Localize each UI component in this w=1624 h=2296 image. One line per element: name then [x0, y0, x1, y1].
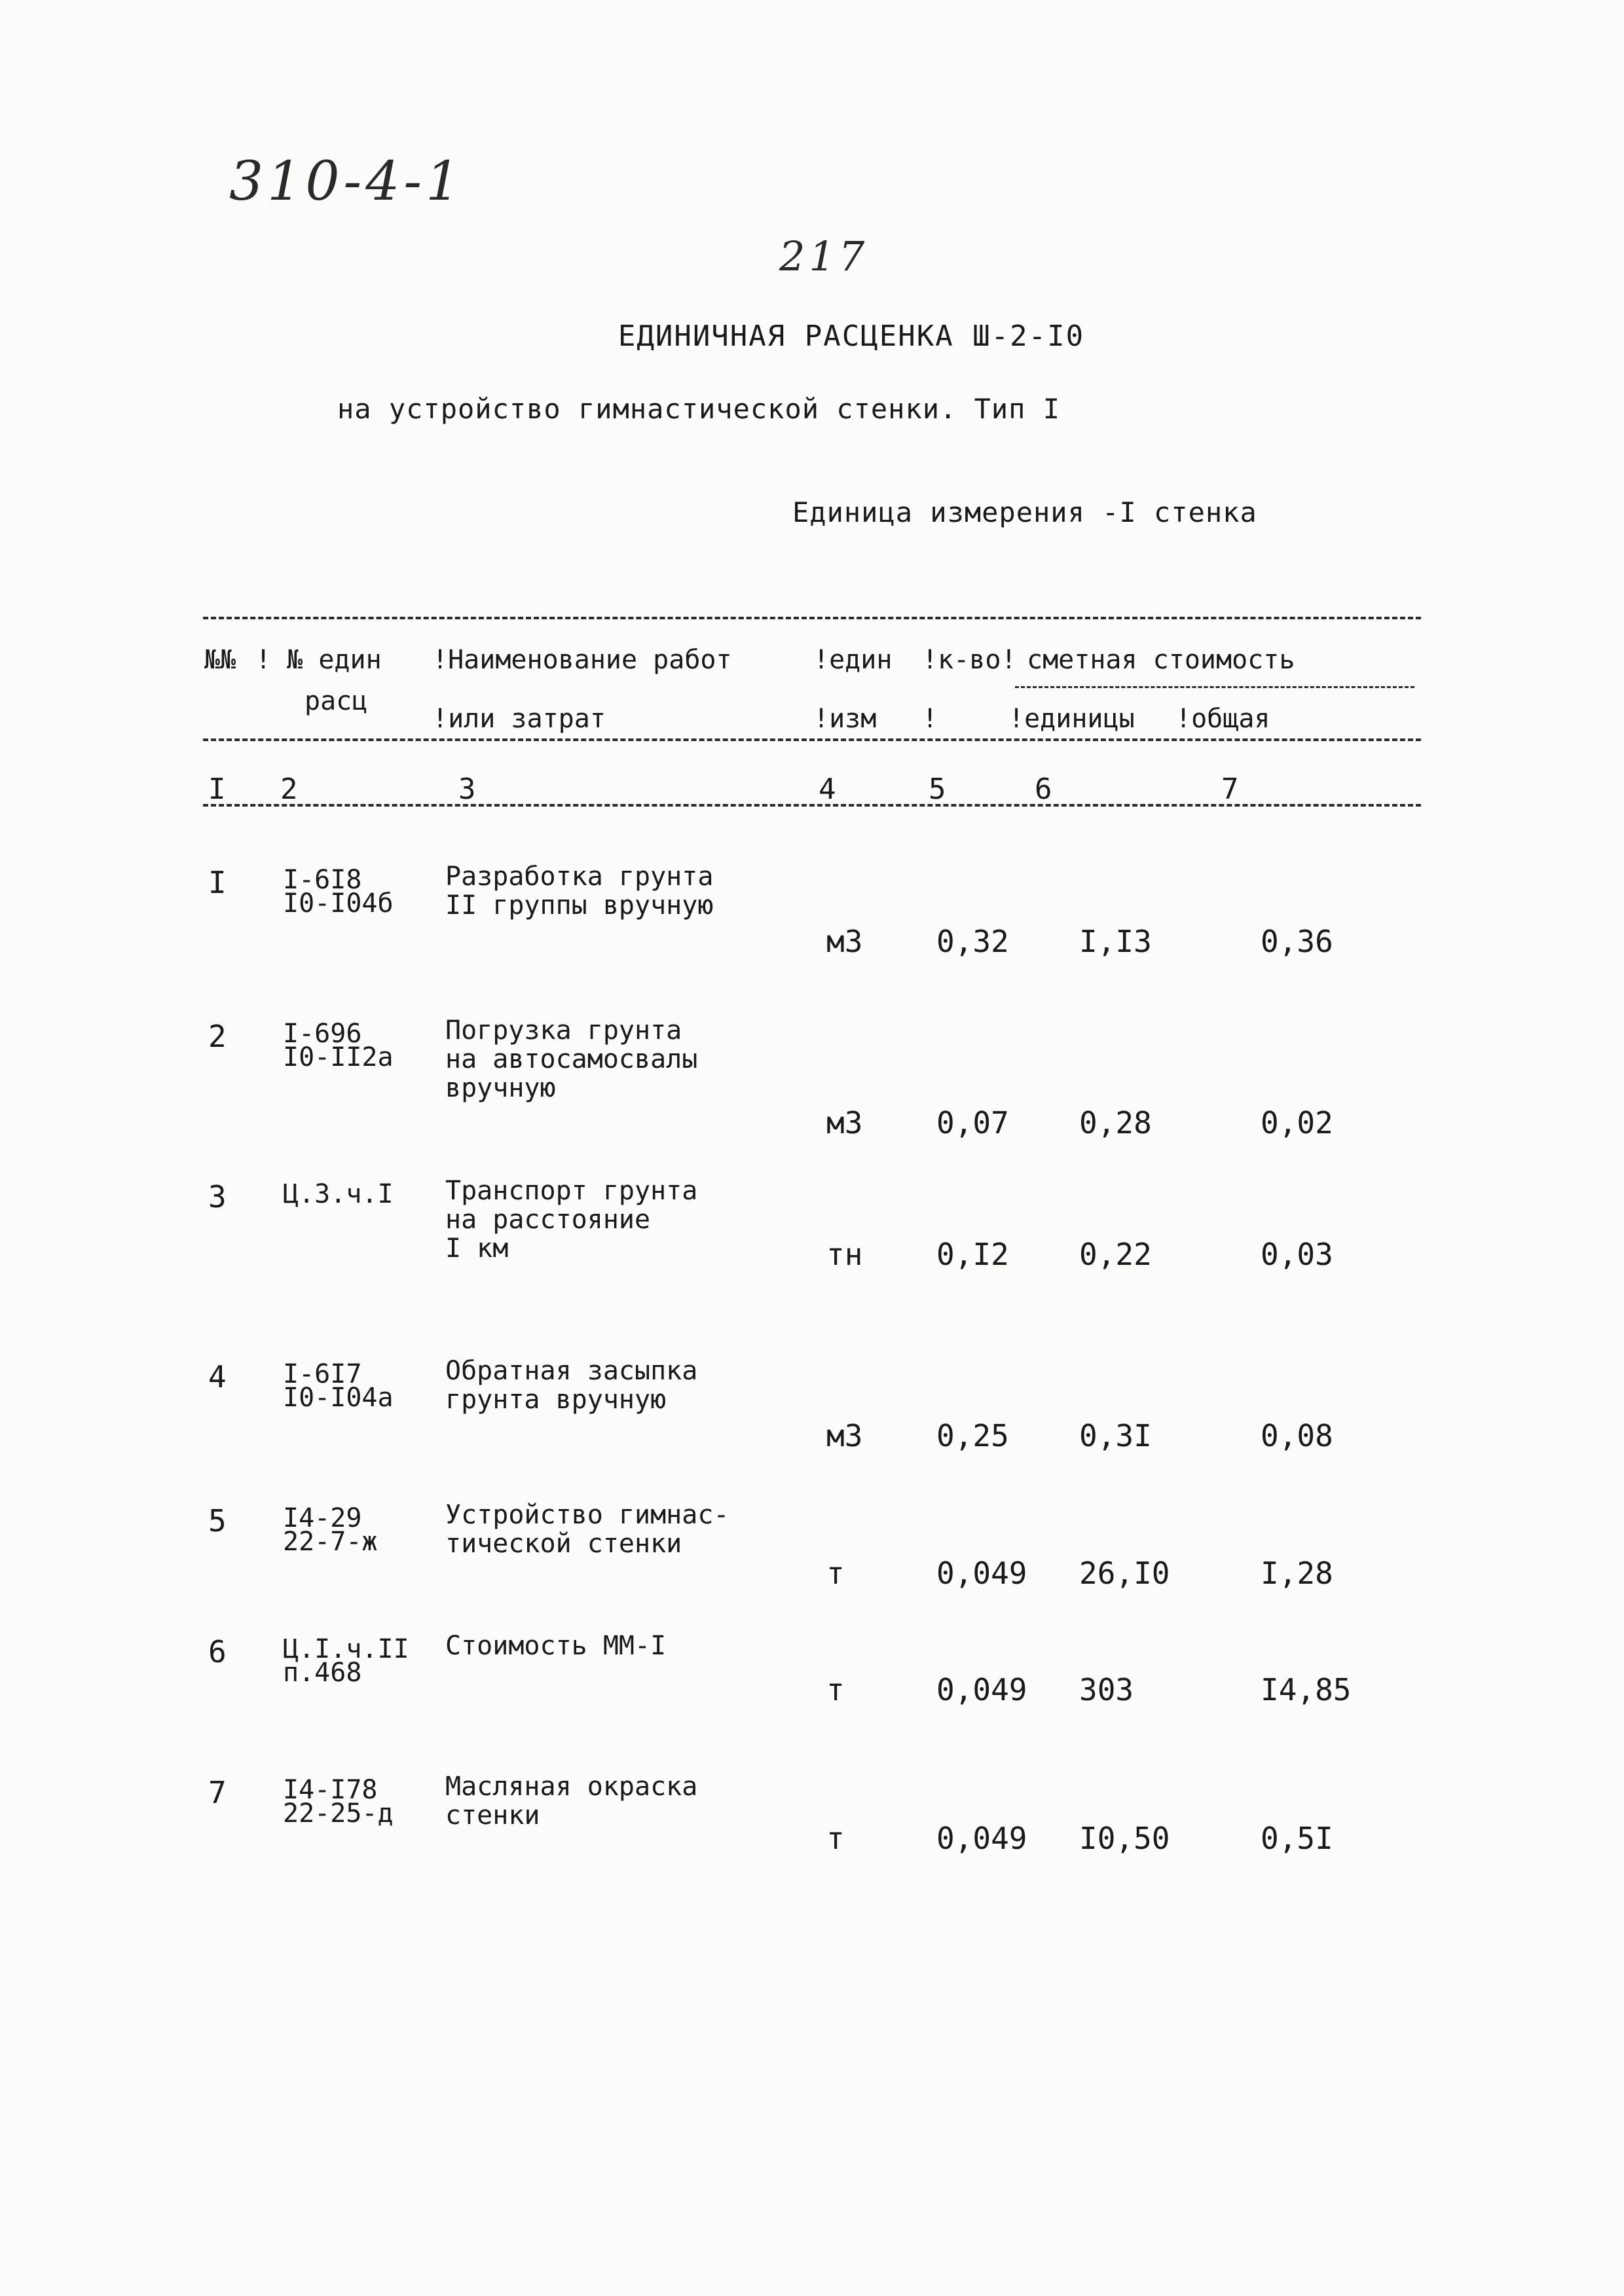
- header-qty-line1: !к-во!: [922, 645, 1017, 675]
- work-name-line: Разработка грунта: [445, 862, 714, 892]
- header-unit-line2: !изм: [813, 704, 877, 734]
- work-name-line: II группы вручную: [445, 890, 714, 920]
- unit-cell: т: [826, 1556, 845, 1591]
- row-number: 3: [208, 1179, 227, 1214]
- rate-code-secondary: I0-I04а: [283, 1383, 394, 1413]
- header-name-line1: !Наименование работ: [432, 645, 732, 675]
- header-code-line1: ! № един: [255, 645, 382, 675]
- quantity-cell: 0,049: [936, 1672, 1027, 1707]
- rate-code-secondary: I0-I04б: [283, 888, 394, 919]
- total-cost-cell: 0,02: [1261, 1105, 1333, 1140]
- work-name-line: Масляная окраска: [445, 1772, 698, 1802]
- header-code-line2: расц: [304, 686, 368, 716]
- total-cost-cell: 0,08: [1261, 1418, 1333, 1453]
- rate-code-secondary: 22-7-ж: [283, 1527, 378, 1557]
- document-subtitle: на устройство гимнастической стенки. Тип I: [337, 393, 1061, 425]
- unit-cost-cell: I0,50: [1079, 1821, 1170, 1856]
- work-name-line: на расстояние: [445, 1205, 651, 1235]
- work-name-line: Устройство гимнас-: [445, 1500, 729, 1530]
- rate-code-secondary: п.468: [283, 1658, 362, 1688]
- column-number: 7: [1221, 773, 1239, 806]
- handwritten-document-code: 310-4-1: [229, 151, 464, 213]
- rate-code: Ц.3.ч.I: [283, 1179, 394, 1209]
- unit-cost-cell: 303: [1079, 1672, 1134, 1707]
- header-unit-cost: !единицы: [1008, 704, 1135, 734]
- unit-cell: м3: [826, 1418, 863, 1453]
- header-name-line2: !или затрат: [432, 704, 606, 734]
- work-name-line: Погрузка грунта: [445, 1015, 682, 1046]
- header-bottom-rule: [203, 738, 1421, 741]
- quantity-cell: 0,25: [936, 1418, 1009, 1453]
- row-number: 4: [208, 1359, 227, 1394]
- row-number: 5: [208, 1503, 227, 1539]
- unit-cost-cell: 26,I0: [1079, 1556, 1170, 1591]
- work-name-line: грунта вручную: [445, 1385, 667, 1415]
- rate-code: Ц.I.ч.II: [283, 1634, 409, 1664]
- column-number: 2: [280, 773, 298, 806]
- rate-code: I-6I8: [283, 865, 362, 895]
- row-number: 2: [208, 1019, 227, 1054]
- row-number: I: [208, 865, 227, 900]
- work-name-line: тической стенки: [445, 1529, 682, 1559]
- column-number: I: [208, 773, 226, 806]
- unit-cost-cell: 0,3I: [1079, 1418, 1152, 1453]
- row-number: 6: [208, 1634, 227, 1669]
- total-cost-cell: 0,5I: [1261, 1821, 1333, 1856]
- unit-of-measure: Единица измерения -I стенка: [792, 496, 1257, 528]
- work-name-line: вручную: [445, 1073, 556, 1103]
- rate-code: I-696: [283, 1019, 362, 1049]
- unit-cost-cell: 0,22: [1079, 1237, 1152, 1272]
- rate-code-secondary: I0-II2а: [283, 1042, 394, 1072]
- rate-code-secondary: 22-25-д: [283, 1798, 394, 1829]
- header-row-number: №№: [204, 645, 236, 675]
- quantity-cell: 0,32: [936, 924, 1009, 959]
- header-estimated-cost: сметная стоимость: [1027, 645, 1295, 675]
- rate-code: I4-I78: [283, 1775, 378, 1805]
- unit-cell: м3: [826, 1105, 863, 1140]
- total-cost-cell: 0,36: [1261, 924, 1333, 959]
- work-name-line: Обратная засыпка: [445, 1356, 698, 1386]
- column-number: 3: [458, 773, 476, 806]
- work-name-line: Стоимость ММ-I: [445, 1631, 667, 1661]
- work-name-line: на автосамосвалы: [445, 1044, 698, 1074]
- total-cost-cell: I,28: [1261, 1556, 1333, 1591]
- work-name-line: I км: [445, 1233, 509, 1264]
- unit-cell: м3: [826, 924, 863, 959]
- handwritten-page-number: 217: [779, 232, 869, 280]
- document-title: ЕДИНИЧНАЯ РАСЦЕНКА Ш-2-I0: [618, 319, 1085, 353]
- total-cost-cell: 0,03: [1261, 1237, 1333, 1272]
- unit-cost-cell: 0,28: [1079, 1105, 1152, 1140]
- quantity-cell: 0,049: [936, 1821, 1027, 1856]
- unit-cost-cell: I,I3: [1079, 924, 1152, 959]
- table-top-rule: [203, 617, 1421, 619]
- header-qty-line2: !: [922, 704, 938, 734]
- quantity-cell: 0,049: [936, 1556, 1027, 1591]
- unit-cell: т: [826, 1672, 845, 1707]
- unit-cell: тн: [826, 1237, 863, 1272]
- header-sub-rule: [1015, 686, 1414, 688]
- total-cost-cell: I4,85: [1261, 1672, 1352, 1707]
- column-number: 4: [819, 773, 836, 806]
- row-number: 7: [208, 1775, 227, 1810]
- rate-code: I4-29: [283, 1503, 362, 1533]
- column-number: 6: [1035, 773, 1052, 806]
- work-name-line: стенки: [445, 1800, 540, 1831]
- rate-code: I-6I7: [283, 1359, 362, 1389]
- quantity-cell: 0,07: [936, 1105, 1009, 1140]
- header-unit-line1: !един: [813, 645, 893, 675]
- column-number: 5: [929, 773, 946, 806]
- unit-cell: т: [826, 1821, 845, 1856]
- quantity-cell: 0,I2: [936, 1237, 1009, 1272]
- header-total-cost: !общая: [1175, 704, 1270, 734]
- work-name-line: Транспорт грунта: [445, 1176, 698, 1206]
